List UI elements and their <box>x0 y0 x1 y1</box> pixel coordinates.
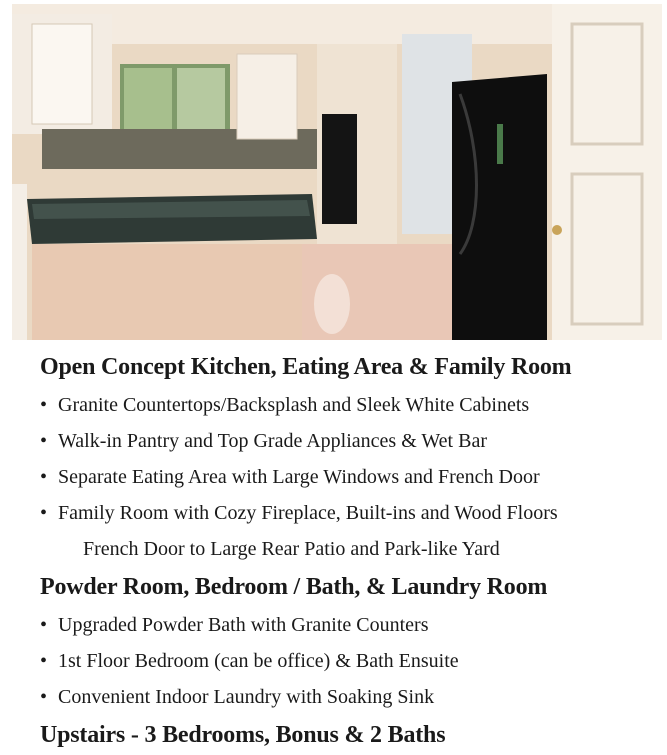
bullet-glyph: • <box>40 502 48 524</box>
bullet-glyph: • <box>40 614 48 636</box>
bullet-glyph: • <box>40 650 48 672</box>
list-item-continuation: French Door to Large Rear Patio and Park-like Yard <box>83 538 500 560</box>
list-item: • Granite Countertops/Backsplash and Sleek White Cabinets <box>40 394 530 416</box>
bullet-glyph: • <box>40 466 48 488</box>
bullet-glyph: • <box>40 394 48 416</box>
list-item: • Upgraded Powder Bath with Granite Counters <box>40 614 429 636</box>
section-heading-kitchen: Open Concept Kitchen, Eating Area & Family Room <box>40 354 572 380</box>
list-item: • Walk-in Pantry and Top Grade Appliances & Wet Bar <box>40 430 487 452</box>
bullet-glyph: • <box>40 430 48 452</box>
kitchen-photo <box>12 4 662 340</box>
bullet-glyph: • <box>40 686 48 708</box>
listing-details <box>0 340 667 755</box>
list-item: • Separate Eating Area with Large Windows and French Door <box>40 466 540 488</box>
list-item: • 1st Floor Bedroom (can be office) & Bath Ensuite <box>40 650 459 672</box>
list-item: • Convenient Indoor Laundry with Soaking Sink <box>40 686 435 708</box>
section-heading-upstairs: Upstairs - 3 Bedrooms, Bonus & 2 Baths <box>40 722 446 748</box>
section-heading-powder-room: Powder Room, Bedroom / Bath, & Laundry Room <box>40 574 548 600</box>
list-item: • Family Room with Cozy Fireplace, Built-ins and Wood Floors <box>40 502 558 524</box>
